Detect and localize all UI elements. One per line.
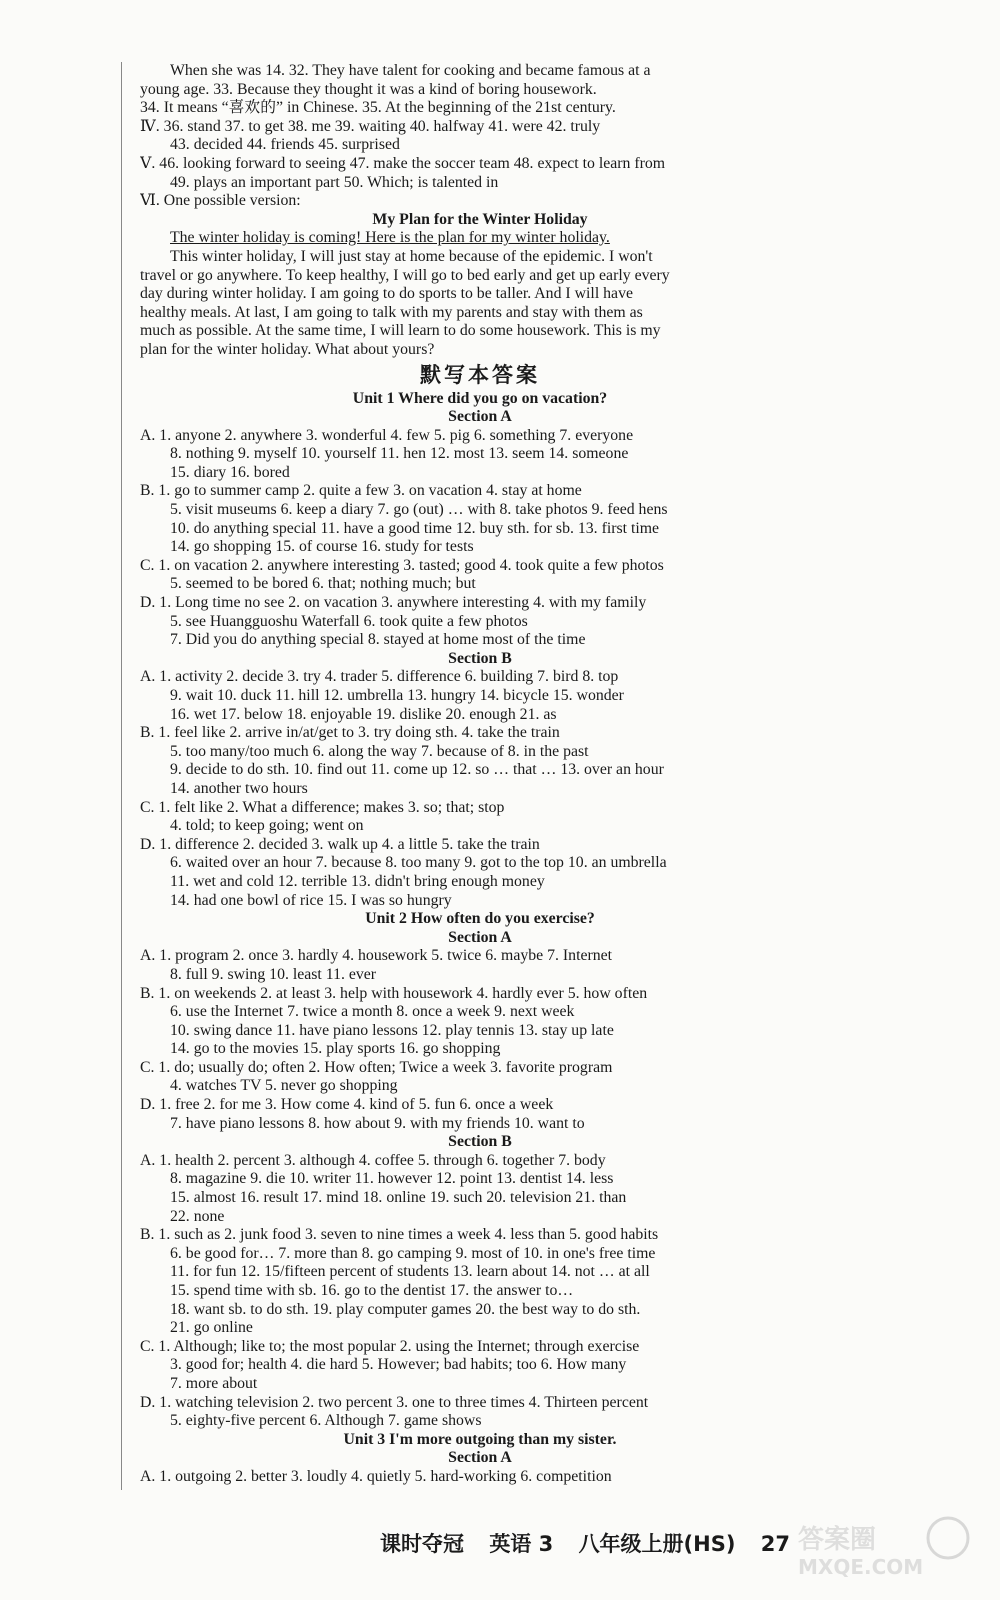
book-title: 课时夺冠 xyxy=(380,1532,464,1556)
section-heading: 默写本答案 xyxy=(420,362,540,387)
text-line: C. 1. do; usually do; often 2. How often; Twice a week 3. favorite program xyxy=(140,1058,613,1076)
text-line: 8. magazine 9. die 10. writer 11. however 12. point 13. dentist 14. less xyxy=(170,1170,614,1188)
text-line: 15. spend time with sb. 16. go to the dentist 17. the answer to… xyxy=(170,1282,574,1299)
text-line: 10. do anything special 11. have a good time 12. buy sth. for sb. 13. first time xyxy=(170,519,660,537)
section-label: Section A xyxy=(448,1449,512,1467)
text-line: 5. visit museums 6. keep a diary 7. go (out) … with 8. take photos 9. feed hens xyxy=(170,501,668,519)
text-line: 11. for fun 12. 15/fifteen percent of students 13. learn about 14. not … at all xyxy=(170,1263,650,1281)
text-line: 8. full 9. swing 10. least 11. ever xyxy=(170,965,377,983)
text-line: 8. nothing 9. myself 10. yourself 11. hen 12. most 13. seem 14. someone xyxy=(170,445,629,463)
watermark-text: MXQE.COM xyxy=(798,1555,924,1579)
text-line: Ⅳ. 36. stand 37. to get 38. me 39. waiting 40. halfway 41. were 42. truly xyxy=(140,117,601,135)
essay-title: My Plan for the Winter Holiday xyxy=(372,210,588,228)
grade-label: 八年级上册(HS) xyxy=(578,1532,736,1556)
text-line: B. 1. such as 2. junk food 3. seven to nine times a week 4. less than 5. good habits xyxy=(140,1226,659,1244)
text-line: 9. wait 10. duck 11. hill 12. umbrella 13. hungry 14. bicycle 15. wonder xyxy=(170,687,624,704)
essay-line: plan for the winter holiday. What about yours? xyxy=(140,340,435,358)
text-line: D. 1. free 2. for me 3. How come 4. kind of 5. fun 6. once a week xyxy=(140,1096,554,1114)
text-line: 15. almost 16. result 17. mind 18. online 19. such 20. television 21. than xyxy=(170,1189,627,1207)
text-line: D. 1. watching television 2. two percent 3. one to three times 4. Thirteen percent xyxy=(140,1393,649,1411)
essay-line: much as possible. At the same time, I will learn to do some housework. This is my xyxy=(140,322,661,340)
text-line: A. 1. program 2. once 3. hardly 4. housework 5. twice 6. maybe 7. Internet xyxy=(140,947,613,965)
text-line: A. 1. activity 2. decide 3. try 4. trader 5. difference 6. building 7. bird 8. top xyxy=(140,668,619,686)
text-line: 14. another two hours xyxy=(170,779,308,797)
text-line: 5. too many/too much 6. along the way 7. because of 8. in the past xyxy=(170,742,589,760)
text-line: 6. be good for… 7. more than 8. go camping 9. most of 10. in one's free time xyxy=(170,1244,656,1262)
page-footer xyxy=(380,1528,808,1558)
text-line: 3. good for; health 4. die hard 5. However; bad habits; too 6. How many xyxy=(170,1356,627,1374)
text-line: young age. 33. Because they thought it was a kind of boring housework. xyxy=(140,80,597,98)
text-line: B. 1. go to summer camp 2. quite a few 3. on vacation 4. stay at home xyxy=(140,482,582,500)
essay-line: day during winter holiday. I am going to do sports to be taller. And I will have xyxy=(140,285,633,303)
answer-page xyxy=(140,62,820,1487)
unit-heading: Unit 2 How often do you exercise? xyxy=(365,910,595,928)
text-line: 49. plays an important part 50. Which; is talented in xyxy=(170,173,499,191)
text-line: 5. see Huangguoshu Waterfall 6. took quite a few photos xyxy=(170,612,528,630)
text-line: D. 1. Long time no see 2. on vacation 3. anywhere interesting 4. with my family xyxy=(140,594,647,612)
text-line: 34. It means “喜欢的” in Chinese. 35. At the beginning of the 21st century. xyxy=(140,99,616,117)
text-line: A. 1. outgoing 2. better 3. loudly 4. quietly 5. hard-working 6. competition xyxy=(140,1467,612,1485)
text-line: Ⅴ. 46. looking forward to seeing 47. make the soccer team 48. expect to learn from xyxy=(140,154,666,172)
text-line: 43. decided 44. friends 45. surprised xyxy=(170,136,400,154)
unit-heading: Unit 3 I'm more outgoing than my sister. xyxy=(343,1430,617,1448)
text-line: B. 1. on weekends 2. at least 3. help with housework 4. hardly ever 5. how often xyxy=(140,984,648,1002)
text-line: C. 1. on vacation 2. anywhere interesting 3. tasted; good 4. took quite a few photos xyxy=(140,556,664,574)
text-line: 7. more about xyxy=(170,1374,258,1392)
section-label: Section B xyxy=(448,649,512,667)
unit-heading: Unit 1 Where did you go on vacation? xyxy=(352,389,608,407)
text-line: 16. wet 17. below 18. enjoyable 19. dislike 20. enough 21. as xyxy=(170,705,557,723)
essay-line: healthy meals. At last, I am going to talk with my parents and stay with them as xyxy=(140,303,643,321)
text-line: C. 1. felt like 2. What a difference; makes 3. so; that; stop xyxy=(140,798,505,816)
text-line: 5. eighty-five percent 6. Although 7. game shows xyxy=(170,1412,482,1430)
text-line: 10. swing dance 11. have piano lessons 12. play tennis 13. stay up late xyxy=(170,1021,614,1039)
section-label: Section A xyxy=(448,408,512,426)
watermark-logo-text: 答案圈 xyxy=(798,1525,877,1555)
watermark-logo xyxy=(788,1514,978,1580)
essay-line: This winter holiday, I will just stay at home because of the epidemic. I won't xyxy=(170,247,653,265)
text-line: 11. wet and cold 12. terrible 13. didn't bring enough money xyxy=(170,872,545,890)
text-line: 15. diary 16. bored xyxy=(170,463,290,481)
text-line: 21. go online xyxy=(170,1319,253,1337)
page-number: 27 xyxy=(760,1532,791,1556)
text-line: When she was 14. 32. They have talent for cooking and became famous at a xyxy=(170,62,651,79)
subject-label: 英语 3 xyxy=(489,1532,554,1556)
text-line: C. 1. Although; like to; the most popular 2. using the Internet; through exercise xyxy=(140,1337,640,1355)
text-line: 18. want sb. to do sth. 19. play computer games 20. the best way to do sth. xyxy=(170,1300,641,1318)
text-line: 4. told; to keep going; went on xyxy=(170,817,364,835)
text-line: 6. waited over an hour 7. because 8. too many 9. got to the top 10. an umbrella xyxy=(170,854,667,872)
text-line: B. 1. feel like 2. arrive in/at/get to 3. try doing sth. 4. take the train xyxy=(140,724,560,742)
text-line: 4. watches TV 5. never go shopping xyxy=(170,1077,398,1095)
text-line: 14. go shopping 15. of course 16. study for tests xyxy=(170,538,474,556)
essay-intro: The winter holiday is coming! Here is the plan for my winter holiday. xyxy=(170,229,610,247)
text-line: 7. have piano lessons 8. how about 9. with my friends 10. want to xyxy=(170,1114,585,1132)
section-label: Section B xyxy=(448,1133,512,1151)
text-line: 7. Did you do anything special 8. stayed at home most of the time xyxy=(170,631,586,649)
essay-line: travel or go anywhere. To keep healthy, I will go to bed early and get up early every xyxy=(140,266,670,284)
text-line: 9. decide to do sth. 10. find out 11. come up 12. so … that … 13. over an hour xyxy=(170,761,664,779)
section-label: Section A xyxy=(448,928,512,946)
text-line: 22. none xyxy=(170,1207,225,1225)
text-line: A. 1. health 2. percent 3. although 4. coffee 5. through 6. together 7. body xyxy=(140,1151,606,1169)
text-line: 6. use the Internet 7. twice a month 8. once a week 9. next week xyxy=(170,1003,575,1021)
text-line: D. 1. difference 2. decided 3. walk up 4. a little 5. take the train xyxy=(140,835,540,853)
text-line: A. 1. anyone 2. anywhere 3. wonderful 4. few 5. pig 6. something 7. everyone xyxy=(140,426,634,444)
text-line: 5. seemed to be bored 6. that; nothing much; but xyxy=(170,575,476,593)
text-line: 14. go to the movies 15. play sports 16. go shopping xyxy=(170,1040,501,1058)
text-line: 14. had one bowl of rice 15. I was so hungry xyxy=(170,891,452,909)
left-margin-rule xyxy=(121,62,122,1490)
text-line: Ⅵ. One possible version: xyxy=(140,192,301,210)
